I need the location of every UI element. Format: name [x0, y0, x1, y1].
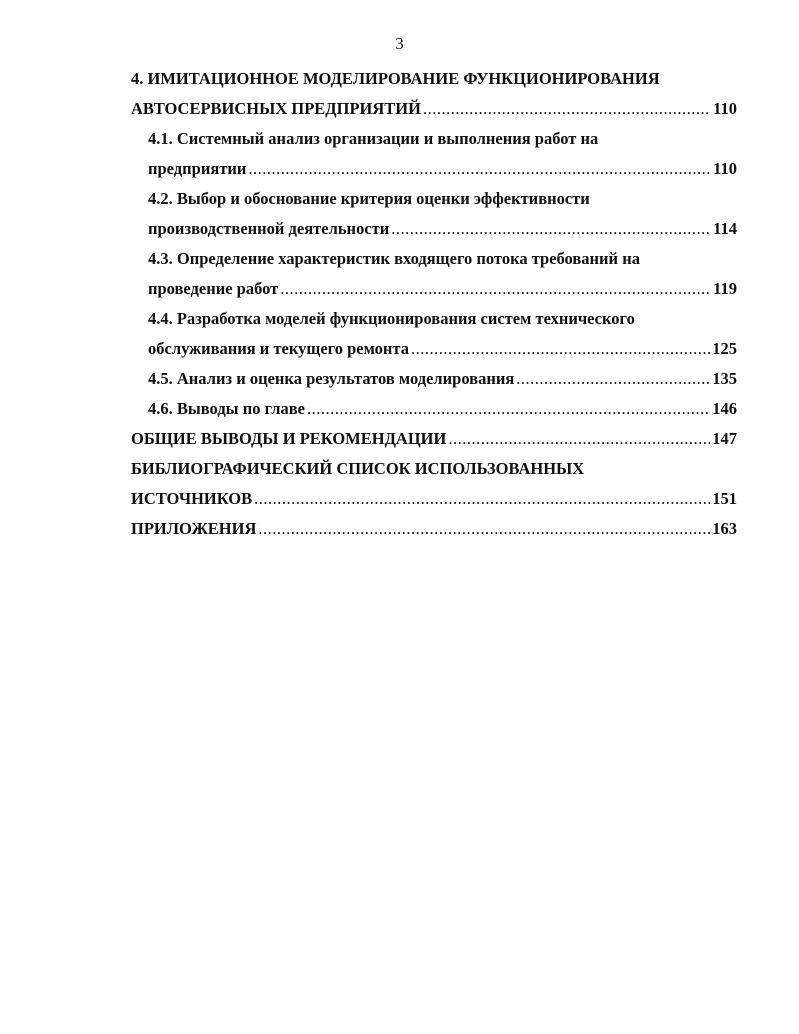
toc-page-number: 119	[713, 279, 737, 298]
toc-entry-title: ИСТОЧНИКОВ	[131, 489, 253, 508]
toc-entry	[131, 454, 737, 514]
page-number: 3	[395, 34, 404, 53]
dot-leader	[307, 394, 710, 424]
toc-entry-title: производственной деятельности	[148, 219, 390, 238]
toc-page-number: 110	[713, 99, 737, 118]
dot-leader	[248, 154, 711, 184]
toc-entry	[148, 394, 737, 424]
toc-entry-title-line: 4. ИМИТАЦИОННОЕ МОДЕЛИРОВАНИЕ ФУНКЦИОНИРОВАНИЯ	[131, 69, 660, 88]
table-of-contents	[131, 64, 737, 544]
toc-entry-title: обслуживания и текущего ремонта	[148, 339, 409, 358]
dot-leader	[391, 214, 711, 244]
toc-entry-leader-line	[148, 214, 737, 244]
toc-page-number: 125	[712, 339, 737, 358]
toc-entry-leader-line	[131, 484, 737, 514]
toc-entry-title: 4.5. Анализ и оценка результатов моделирования	[148, 369, 515, 388]
toc-entry	[148, 124, 737, 184]
toc-page-number: 151	[712, 489, 737, 508]
toc-entry	[131, 514, 737, 544]
toc-entry-leader-line	[148, 274, 737, 304]
toc-entry	[148, 304, 737, 364]
toc-entry	[131, 64, 737, 124]
toc-entry-leader-line	[148, 394, 737, 424]
toc-entry-title-line: 4.4. Разработка моделей функционирования систем технического	[148, 309, 635, 328]
toc-entry	[148, 364, 737, 394]
toc-page-number: 110	[713, 159, 737, 178]
toc-entry	[148, 244, 737, 304]
toc-entry-leader-line	[148, 364, 737, 394]
toc-entry	[131, 424, 737, 454]
toc-entry-title-line: 4.2. Выбор и обоснование критерия оценки эффективности	[148, 189, 590, 208]
toc-entry-leader-line	[131, 94, 737, 124]
toc-page-number: 114	[713, 219, 737, 238]
dot-leader	[423, 94, 711, 124]
toc-entry-leader-line	[131, 514, 737, 544]
toc-entry-leader-line	[148, 154, 737, 184]
toc-page-number: 163	[712, 519, 737, 538]
dot-leader	[280, 274, 711, 304]
dot-leader	[448, 424, 710, 454]
toc-page-number: 135	[712, 369, 737, 388]
dot-leader	[254, 484, 710, 514]
toc-page-number: 146	[712, 399, 737, 418]
toc-entry-title: АВТОСЕРВИСНЫХ ПРЕДПРИЯТИЙ	[131, 99, 421, 118]
toc-entry-title: проведение работ	[148, 279, 279, 298]
toc-entry	[148, 184, 737, 244]
dot-leader	[258, 514, 710, 544]
toc-entry-leader-line	[148, 334, 737, 364]
toc-entry-leader-line	[131, 424, 737, 454]
toc-entry-title-line: БИБЛИОГРАФИЧЕСКИЙ СПИСОК ИСПОЛЬЗОВАННЫХ	[131, 459, 585, 478]
toc-entry-title: ОБЩИЕ ВЫВОДЫ И РЕКОМЕНДАЦИИ	[131, 429, 447, 448]
toc-entry-title: ПРИЛОЖЕНИЯ	[131, 519, 257, 538]
toc-page-number: 147	[712, 429, 737, 448]
toc-entry-title: 4.6. Выводы по главе	[148, 399, 305, 418]
dot-leader	[411, 334, 710, 364]
toc-entry-title: предприятии	[148, 159, 247, 178]
toc-entry-title-line: 4.1. Системный анализ организации и выполнения работ на	[148, 129, 599, 148]
dot-leader	[516, 364, 710, 394]
toc-entry-title-line: 4.3. Определение характеристик входящего потока требований на	[148, 249, 640, 268]
